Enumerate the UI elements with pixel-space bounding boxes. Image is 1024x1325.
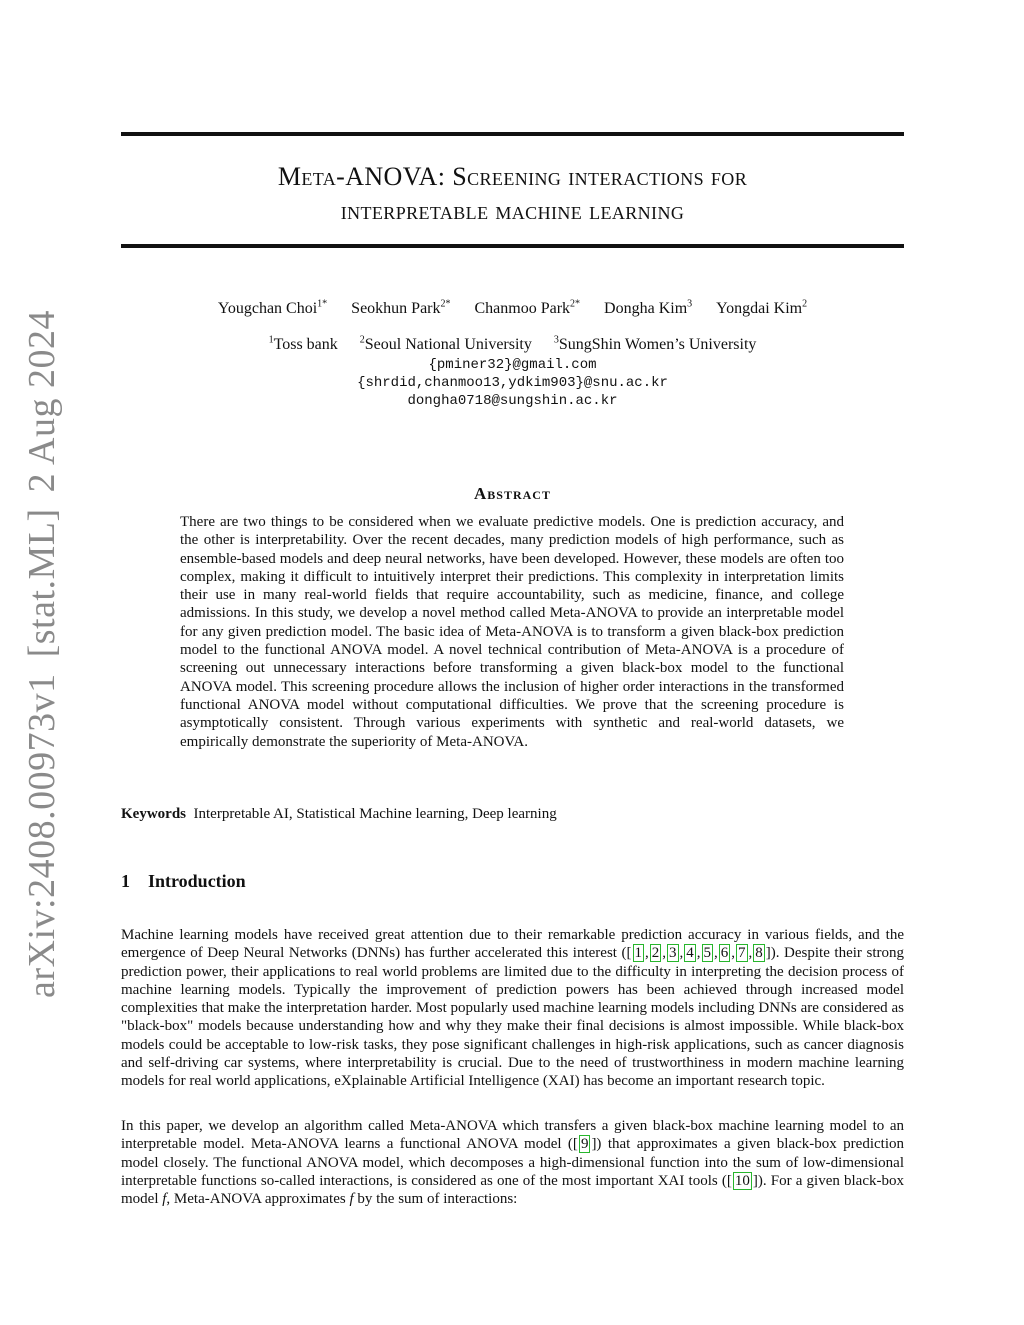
citation-link[interactable]: 4: [686, 945, 694, 962]
arxiv-sidebar-stamp: [20, 310, 64, 998]
affiliation: $^1$Toss bank: [268, 334, 338, 353]
citation-link[interactable]: 7: [738, 945, 746, 962]
affiliation-list: [121, 336, 904, 354]
email: dongha0718@sungshin.ac.kr: [407, 393, 618, 409]
section-heading: [121, 871, 246, 892]
keywords-label: Keywords: [121, 806, 186, 822]
title-line-1: Meta-ANOVA: Screening interactions for: [277, 162, 748, 191]
math-var: f: [349, 1191, 354, 1208]
citation-link[interactable]: 10: [734, 1172, 750, 1189]
arxiv-id: arXiv:2408.00973v1: [21, 673, 63, 999]
citation-link[interactable]: 5: [703, 945, 711, 962]
author: Chanmoo Park$^{2*}$: [474, 298, 581, 317]
author: Dongha Kim$^3$: [604, 298, 693, 317]
section-number: 1: [121, 871, 130, 891]
keywords: [121, 806, 557, 823]
title-bottom-rule: [121, 244, 904, 248]
email: {shrdid,chanmoo13,ydkim903}@snu.ac.kr: [357, 375, 668, 391]
arxiv-date: 2 Aug 2024: [21, 309, 63, 493]
email: {pminer32}@gmail.com: [428, 357, 597, 373]
keywords-text: Interpretable AI, Statistical Machine learning, Deep learning: [193, 806, 557, 822]
arxiv-category: [stat.ML]: [21, 508, 63, 658]
citation-link[interactable]: 1: [634, 945, 642, 962]
paper-title: [121, 160, 904, 228]
title-top-rule: [121, 132, 904, 136]
section-title: Introduction: [148, 871, 246, 891]
author: Seokhun Park$^{2*}$: [351, 298, 451, 317]
citation-link[interactable]: 8: [755, 945, 763, 962]
intro-paragraph-2: In this paper, we develop an algorithm called Meta-ANOVA which transfers a given black-box machine learning model to an interpretable model. Meta-ANOVA learns a functional ANOVA model ([ 9 ]) that approximates a given black-box prediction model closely. The functional ANOVA model, which decomposes a high-dimensional function into the sum of low-dimensional interpretable functions so-called interactions, is considered as one of the most important XAI tools ([ 10 ]). For a given black-box model f, Meta-ANOVA approximates f by the sum of interactions:: [121, 1118, 905, 1208]
title-line-2: interpretable machine learning: [340, 196, 685, 225]
abstract-heading: Abstract: [474, 484, 551, 503]
author: Yongdai Kim$^2$: [716, 298, 808, 317]
citation-link[interactable]: 6: [720, 945, 729, 962]
author-list: [121, 300, 904, 318]
citation-link[interactable]: 3: [669, 945, 677, 962]
intro-paragraph-1: Machine learning models have received great attention due to their remarkable prediction accuracy in various fields, and the emergence of Deep Neural Networks (DNNs) has further accelerated this interest ([ 1 , 2 , 3 , 4 , 5 , 6 , 7 , 8 ]). Despite their strong prediction power, their applications to real world problems are limited due to the difficulty in interpreting the decision process of machine learning models. Typically the improvement of prediction powers has been achieved through increased model complexities that make the interpretation harder. Most popularly used machine learning models including DNNs are considered as "black-box" models because understanding how and why they make their final decisions is almost impossible. While black-box models could be acceptable to low-risk tasks, they pose significant challenges in high-risk applications, such as cancer diagnosis and self-driving car systems, where interpretability is crucial. Due to the need of trustworthiness in modern machine learning models for real world applications, eXplainable Artificial Intelligence (XAI) has become an important research topic.: [121, 927, 904, 1090]
citation-link[interactable]: 2: [651, 945, 660, 962]
affiliation: $^2$Seoul National University: [359, 334, 532, 353]
abstract-text: There are two things to be considered when we evaluate predictive models. One is prediction accuracy, and the other is interpretability. Over the recent decades, many prediction models of high performance, such as ensemble-based models and deep neural networks, have been developed. However, these models are often too complex, making it difficult to intuitively interpret their predictions. This complexity in interpretation limits their use in many real-world fields that require accountability, such as medicine, finance, and college admissions. In this study, we develop a novel method called Meta-ANOVA to provide an interpretable model for any given prediction model. The basic idea of Meta-ANOVA is to transform a given black-box prediction model to the functional ANOVA model. A novel technical contribution of Meta-ANOVA is a procedure of screening out unnecessary interactions before transforming a given black-box model to the functional ANOVA model. This screening procedure allows the inclusion of higher order interactions in the transformed functional ANOVA model without computational difficulties. We prove that the screening procedure is asymptotically consistent. Through various experiments with synthetic and real-world datasets, we empirically demonstrate the superiority of Meta-ANOVA.: [180, 514, 844, 750]
email-list: [121, 356, 904, 410]
affiliation: $^3$SungShin Women’s University: [553, 334, 757, 353]
citation-link[interactable]: 9: [580, 1136, 589, 1153]
author: Yougchan Choi$^{1*}$: [217, 298, 328, 317]
math-var: f: [162, 1191, 167, 1208]
